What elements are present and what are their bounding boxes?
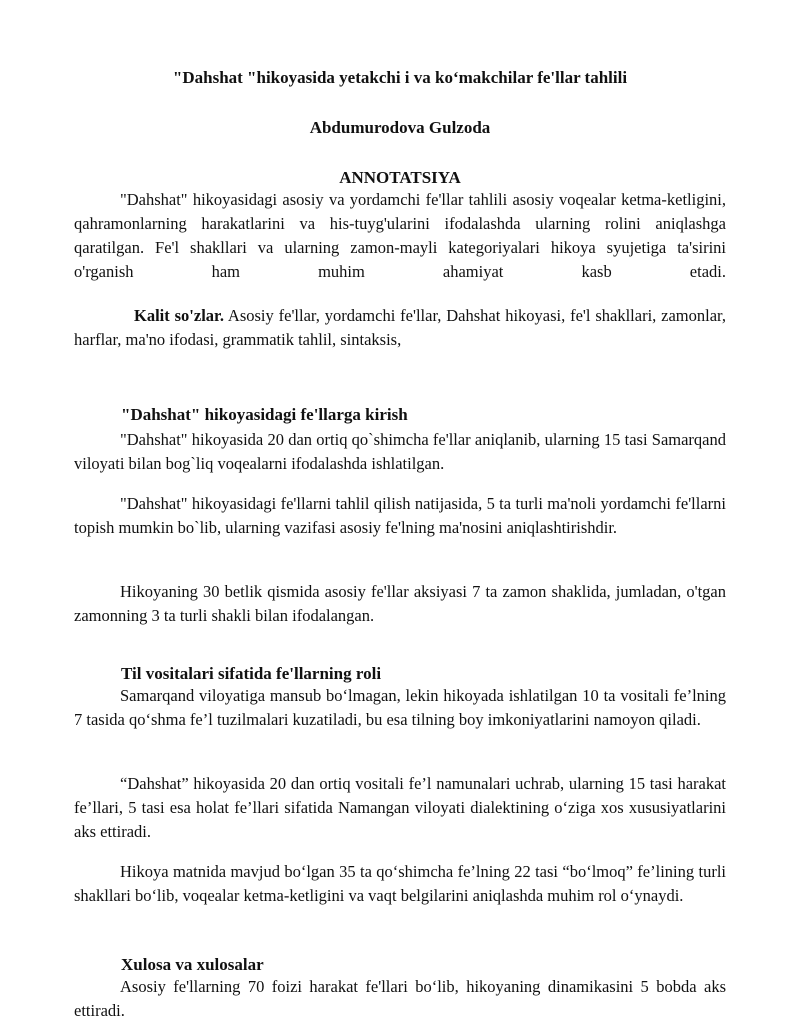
section-heading-intro: "Dahshat" hikoyasidagi fe'llarga kirish (121, 405, 408, 424)
section2-paragraph-2: “Dahshat” hikoyasida 20 dan ortiq vositali fe’l namunalari uchrab, ularning 15 tasi harakat fe’llari, 5 tasi esa holat fe’llari sifatida Namangan viloyati dialektining oʻziga xos xususiyatlarini aks ettiradi. (74, 774, 726, 841)
section1-paragraph-1: "Dahshat" hikoyasida 20 dan ortiq qo`shimcha fe'llar aniqlanib, ularning 15 tasi Samarqand viloyati bilan bog`liq voqealarni ifodalashda ishlatilgan. (74, 430, 726, 473)
author-name: Abdumurodova Gulzoda (309, 118, 491, 137)
section2-paragraph-3: Hikoya matnida mavjud boʻlgan 35 ta qoʻshimcha fe’lning 22 tasi “boʻlmoq” fe’lining turli shakllari boʻlib, voqealar ketma-ketligini va vaqt belgilarini aniqlashda muhim rol oʻynaydi. (74, 862, 726, 905)
section-heading-role: Til vositalari sifatida fe'llarning roli (121, 664, 382, 683)
keywords-text: Asosiy fe'llar, yordamchi fe'llar, Dahshat hikoyasi, fe'l shakllari, zamonlar, harflar, ma'no ifodasi, grammatik tahlil, sintaksis, (74, 306, 726, 349)
section2-paragraph-1: Samarqand viloyatiga mansub boʻlmagan, lekin hikoyada ishlatilgan 10 ta vositali fe’lning 7 tasida qoʻshma fe’l tuzilmalari kuzatiladi, bu esa tilning boy imkoniyatlarini namoyon qiladi. (74, 686, 726, 729)
keywords-paragraph (74, 304, 726, 352)
document-title: "Dahshat "hikoyasida yetakchi i va koʻmakchilar fe'llar tahlili (172, 68, 628, 87)
keywords-label: Kalit so'zlar. (134, 306, 224, 325)
section-heading-conclusion: Xulosa va xulosalar (121, 955, 264, 974)
abstract-text: "Dahshat" hikoyasidagi asosiy va yordamchi fe'llar tahlili asosiy voqealar ketma-ketligini, qahramonlarning harakatlarini va his-tuyg'ularini ifodalashda ularning rolini aniqlashga qaratilgan. Fe'l shakllari va ularning zamon-mayli kategoriyalari hikoya syujetiga ta'sirini o'rganish ham muhim ahamiyat kasb etadi. (74, 190, 726, 281)
abstract-heading: ANNOTATSIYA (339, 168, 461, 187)
section1-paragraph-3: Hikoyaning 30 betlik qismida asosiy fe'llar aksiyasi 7 ta zamon shaklida, jumladan, o'tgan zamonning 3 ta turli shakli bilan ifodalangan. (74, 582, 726, 625)
section1-paragraph-2: "Dahshat" hikoyasidagi fe'llarni tahlil qilish natijasida, 5 ta turli ma'noli yordamchi fe'llarni topish mumkin bo`lib, ularning vazifasi asosiy fe'lning ma'nosini aniqlashtirishdir. (74, 494, 726, 537)
abstract-paragraph (74, 188, 726, 284)
section3-paragraph-1: Asosiy fe'llarning 70 foizi harakat fe'llari boʻlib, hikoyaning dinamikasini 5 bobda aks ettiradi. (74, 977, 726, 1020)
